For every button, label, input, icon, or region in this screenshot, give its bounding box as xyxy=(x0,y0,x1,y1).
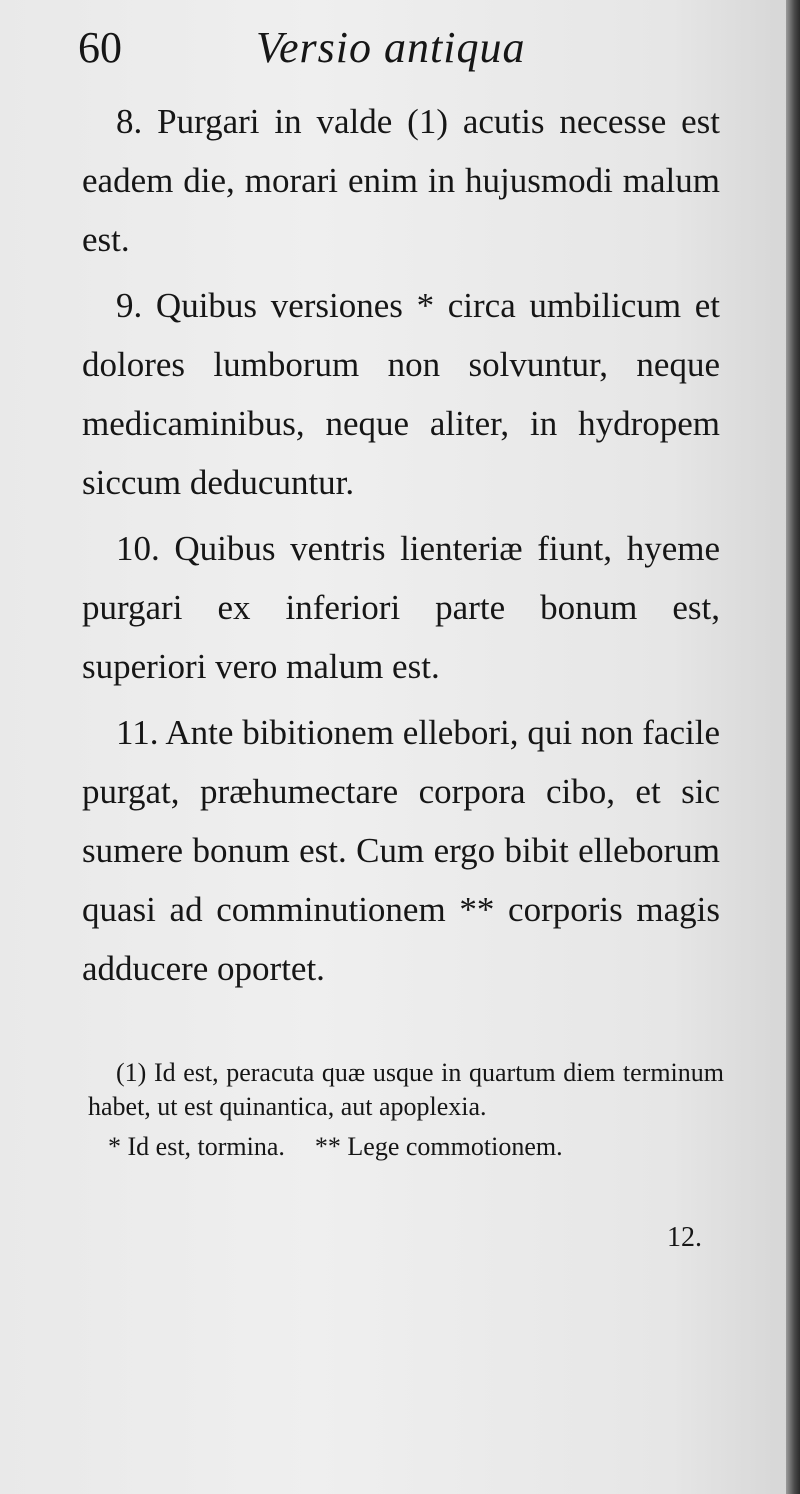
aphorism-number: 10. xyxy=(116,529,160,568)
aphorism-text: Quibus ventris lienteriæ fiunt, hyeme purgari ex inferiori parte bonum est, superiori vero malum est. xyxy=(82,529,720,686)
catchword: 12. xyxy=(667,1222,702,1253)
page-number: 60 xyxy=(78,23,122,72)
aphorism-text: Quibus versiones * circa umbilicum et dolores lumborum non solvuntur, neque medicaminibus, neque aliter, in hydropem siccum deducuntur. xyxy=(82,286,720,502)
aphorism-10 xyxy=(82,519,720,696)
aphorism-11 xyxy=(82,703,720,998)
aphorism-number: 11. xyxy=(116,713,159,752)
aphorism-text: Ante bibitionem ellebori, qui non facile purgat, præhumectare corpora cibo, et sic sumere bonum est. Cum ergo bibit elleborum quasi ad comminutionem ** corporis magis adducere oportet. xyxy=(82,713,720,988)
body-text xyxy=(82,92,720,1005)
running-head xyxy=(78,18,718,78)
footnote-star-1: * Id est, tormina. xyxy=(108,1132,285,1161)
aphorism-number: 9. xyxy=(116,286,143,325)
footnotes xyxy=(88,1056,724,1170)
aphorism-number: 8. xyxy=(116,102,143,141)
footnote-stars xyxy=(88,1130,724,1164)
page-title: Versio antiqua xyxy=(256,23,526,72)
page-edge-shadow xyxy=(786,0,800,1494)
footnote-star-2: ** Lege commotionem. xyxy=(314,1132,563,1161)
aphorism-text: Purgari in valde (1) acutis necesse est eadem die, morari enim in hujusmodi malum est. xyxy=(82,102,720,259)
aphorism-8 xyxy=(82,92,720,269)
aphorism-9 xyxy=(82,276,720,512)
footnote-1: (1) Id est, peracuta quæ usque in quartum diem terminum habet, ut est quinantica, aut apoplexia. xyxy=(88,1058,724,1121)
